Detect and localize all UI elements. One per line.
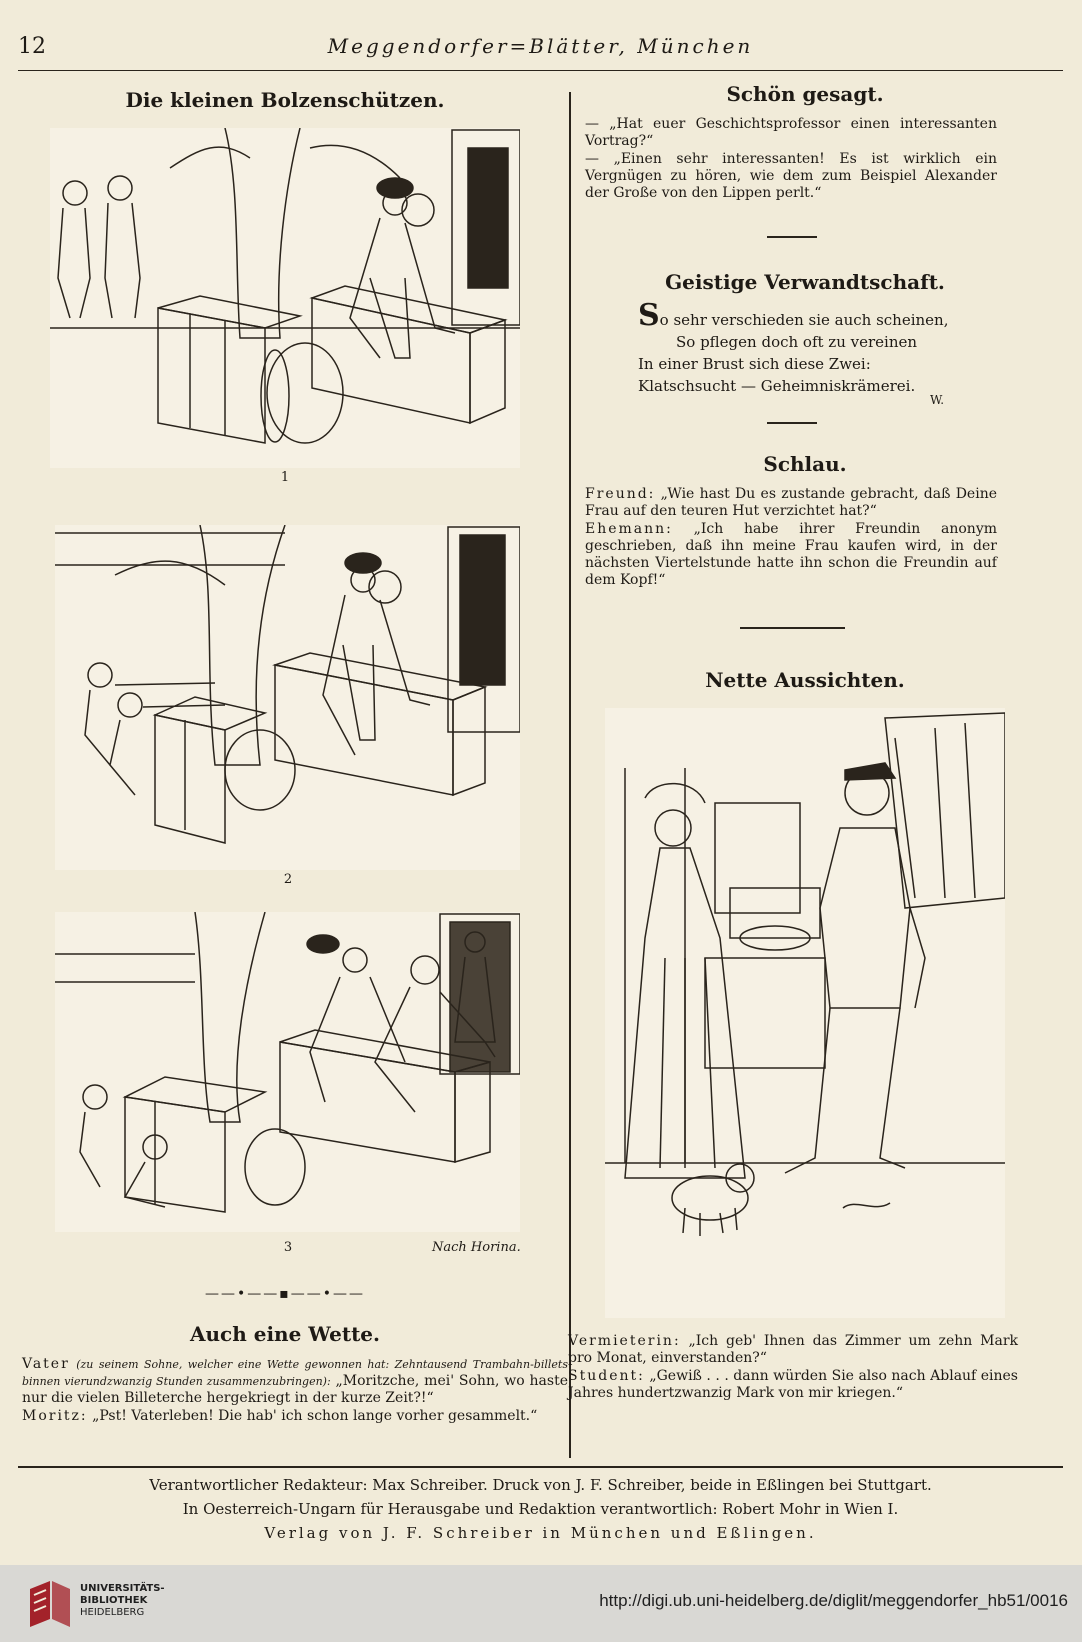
schoen-gesagt-title: Schön gesagt.: [726, 82, 884, 106]
university-library-logo-icon: [28, 1579, 72, 1629]
nette-aussichten-text: [568, 1333, 1018, 1403]
speaker-vermieterin: Vermieterin:: [568, 1333, 681, 1349]
freund-line: Freund: „Wie hast Du es zustande gebracht, daß Deine Frau auf den teuren Hut verzichtet hat?“: [585, 486, 997, 519]
poem-author: W.: [930, 393, 945, 407]
panel-number-3: 3: [283, 1240, 293, 1255]
panel-number-1: 1: [280, 470, 290, 485]
auch-eine-wette-title: Auch eine Wette.: [189, 1322, 380, 1346]
source-url-link[interactable]: http://digi.ub.uni-heidelberg.de/diglit/meggendorfer_hb51/0016: [599, 1591, 1068, 1610]
bolzenschuetzen-title: Die kleinen Bolzenschützen.: [125, 88, 445, 112]
stage-direction: (zu seinem Sohne, welcher eine Wette gewonnen hat: Zehntausend Trambahn-billets binnen vierundzwanzig Stunden zusammenzubringen):: [22, 1358, 568, 1388]
library-name-line-3: HEIDELBERG: [80, 1607, 145, 1618]
panel-number-2: 2: [283, 872, 293, 887]
imprint-line-2: In Oesterreich-Ungarn für Herausgabe und Redaktion verantwortlich: Robert Mohr in Wien I.: [182, 1500, 899, 1518]
illustration-panel-2: [55, 525, 520, 870]
speaker-moritz: Moritz:: [22, 1408, 88, 1424]
imprint-footer: [18, 1473, 1063, 1545]
library-bar: [0, 1565, 1082, 1642]
imprint-line-3: Verlag von J. F. Schreiber in München und Eßlingen.: [264, 1524, 817, 1542]
ehemann-line: Ehemann: „Ich habe ihrer Freundin anonym geschrieben, daß ihn meine Frau kaufen wird, in der nächsten Viertelstunde hatte ihn schon die Freundin auf dem Kopf!“: [585, 521, 997, 588]
geistige-poem: [638, 298, 978, 397]
decorative-rule: [740, 627, 845, 629]
nette-aussichten-title: Nette Aussichten.: [705, 668, 905, 692]
speaker-freund: Freund:: [585, 486, 656, 502]
illustration-panel-3: [55, 912, 520, 1232]
schoen-gesagt-text: [585, 116, 997, 203]
speaker-student: Student:: [568, 1368, 645, 1384]
left-ornament: ——•——▪——•——: [204, 1286, 365, 1302]
illustration-panel-1: [50, 128, 520, 468]
schoen-line-1: — „Hat euer Geschichtsprofessor einen interessanten Vortrag?“: [585, 116, 997, 149]
poem-line-1: So sehr verschieden sie auch scheinen,: [638, 298, 949, 333]
imprint-line-1: Verantwortlicher Redakteur: Max Schreiber. Druck von J. F. Schreiber, beide in Eßlingen bei Stuttgart.: [149, 1476, 932, 1494]
illustration-credit: Nach Horina.: [432, 1240, 521, 1255]
speaker-vater: Vater: [22, 1356, 70, 1372]
library-name-line-2: BIBLIOTHEK: [80, 1595, 148, 1606]
dropcap: S: [638, 298, 660, 333]
column-divider: [569, 92, 571, 1458]
running-title: Meggendorfer=Blätter, München: [327, 34, 754, 58]
auch-eine-wette-text: [22, 1356, 568, 1426]
schoen-line-2: — „Einen sehr interessanten! Es ist wirklich ein Vergnügen zu hören, wie dem zum Beispiel Alexander der Große von den Lippen perlt.“: [585, 151, 997, 201]
page-number: 12: [18, 34, 46, 59]
poem-line-4: Klatschsucht — Geheimniskrämerei.: [638, 377, 916, 395]
illustration-nette-aussichten: [605, 708, 1005, 1318]
poem-line-2: So pflegen doch oft zu vereinen: [676, 333, 918, 351]
moritz-line: [22, 1408, 568, 1425]
vermieterin-line: Vermieterin: „Ich geb' Ihnen das Zimmer um zehn Mark pro Monat, einverstanden?“: [568, 1333, 1018, 1366]
page-header: [18, 30, 1063, 71]
speaker-ehemann: Ehemann:: [585, 521, 673, 537]
schlau-text: [585, 486, 997, 590]
library-name-line-1: UNIVERSITÄTS-: [80, 1583, 165, 1594]
student-line: Student: „Gewiß . . . dann würden Sie also nach Ablauf eines Jahres hundertzwanzig Mark von mir kriegen.“: [568, 1368, 1018, 1401]
schlau-title: Schlau.: [763, 452, 847, 476]
moritz-speech: „Pst! Vaterleben! Die hab' ich schon lange vorher gesammelt.“: [92, 1408, 538, 1424]
geistige-verwandtschaft-title: Geistige Verwandtschaft.: [665, 270, 945, 294]
footer-rule: [18, 1466, 1063, 1468]
vater-line: [22, 1356, 568, 1407]
short-rule-1: [767, 236, 817, 238]
library-name: [80, 1583, 165, 1619]
short-rule-2: [767, 422, 817, 424]
vater-speech: „Moritzche, mei' Sohn, wo haste nur die vielen Billeterche hergekriegt in der kurze Zeit?!“: [22, 1373, 568, 1406]
poem-line-3: In einer Brust sich diese Zwei:: [638, 355, 871, 373]
